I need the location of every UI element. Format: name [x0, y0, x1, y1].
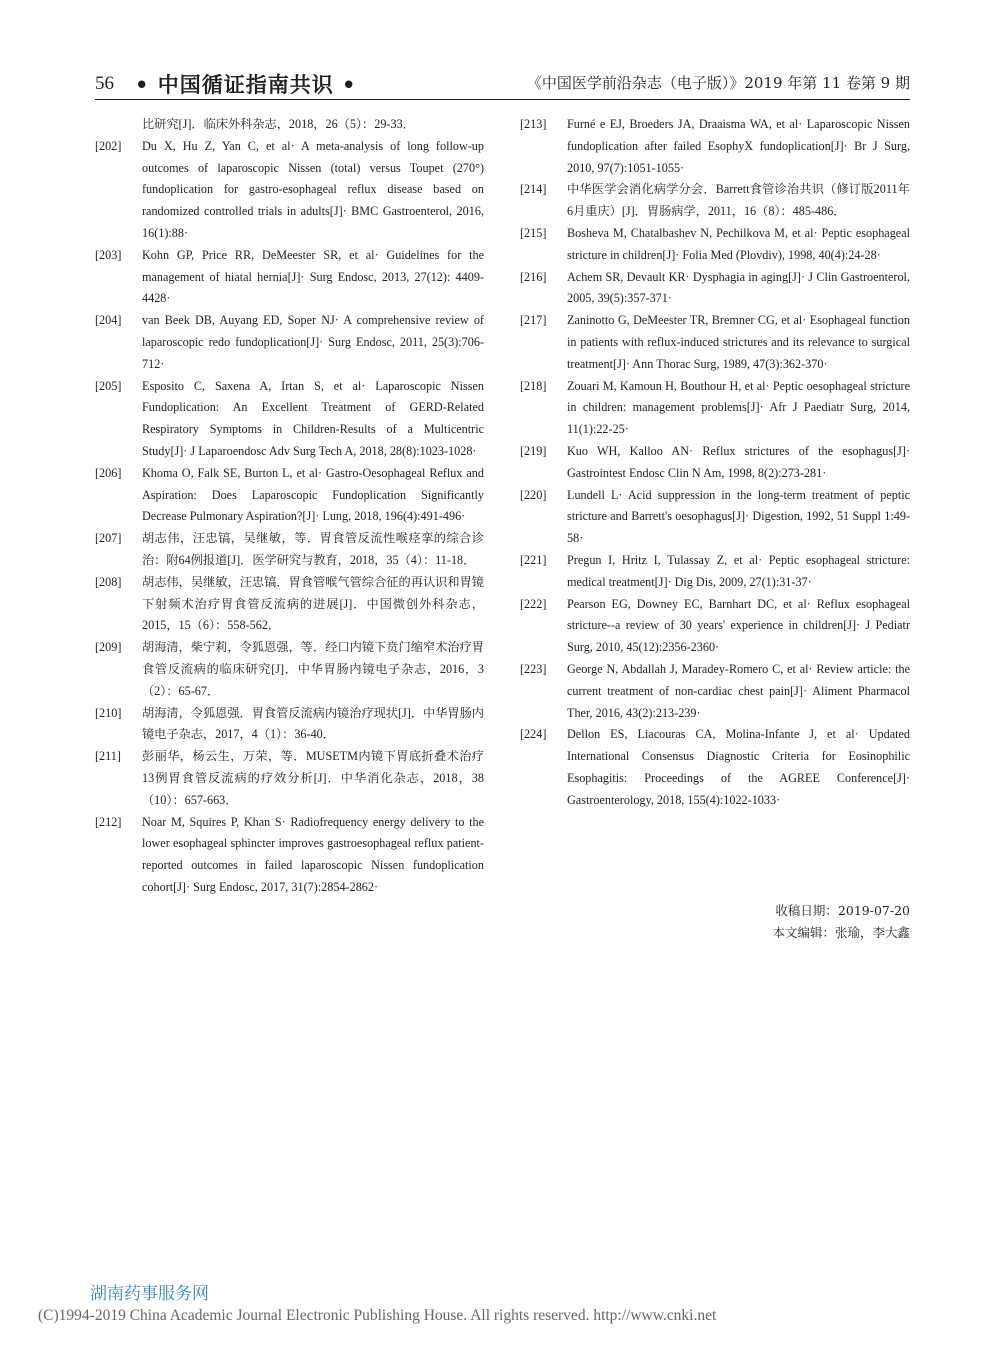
reference-text: 中华医学会消化病学分会．Barrett食管诊治共识（修订版2011年6月重庆）[J]．胃肠病学，2011，16（8）：485-486．	[567, 182, 910, 219]
reference-number: [209]	[95, 640, 122, 655]
reference-text: Lundell L· Acid suppression in the long-term treatment of peptic stricture and Barrett's oesophagus[J]· Digestion, 1992, 51 Suppl 1:49-58·	[567, 487, 910, 546]
page-number: 56	[95, 73, 114, 94]
reference-item	[95, 528, 484, 572]
reference-number: [210]	[95, 705, 122, 720]
reference-text: Du X, Hu Z, Yan C, et al· A meta-analysis of long follow-up outcomes of laparoscopic Nissen (total) versus Toupet (270°) fundoplication for gastro-esophageal reflux disease based on randomized controlled trials in adults[J]· BMC Gastroenterol, 2016, 16(1):88·	[142, 138, 484, 240]
reference-item	[520, 724, 910, 811]
reference-number: [207]	[95, 531, 122, 546]
reference-item	[95, 310, 484, 375]
copyright-line: (C)1994-2019 China Academic Journal Electronic Publishing House. All rights reserved. http://www.cnki.net	[38, 1307, 717, 1324]
reference-item	[520, 594, 910, 659]
reference-text: Furné e EJ, Broeders JA, Draaisma WA, et al· Laparoscopic Nissen fundoplication after failed EsophyX fundoplication[J]· Br J Surg, 2010, 97(7):1051-1055·	[567, 117, 910, 175]
reference-item	[520, 179, 910, 223]
reference-text: Kuo WH, Kalloo AN· Reflux strictures of the esophagus[J]· Gastrointest Endosc Clin N Am, 1998, 8(2):273-281·	[567, 443, 910, 480]
reference-item	[520, 659, 910, 724]
watermark-text: 湖南药事服务网	[90, 1284, 209, 1304]
received-date: 收稿日期：2019-07-20	[775, 903, 910, 918]
reference-item	[95, 812, 484, 899]
reference-number: [223]	[520, 661, 547, 676]
reference-number: [203]	[95, 247, 122, 262]
reference-number: [214]	[520, 182, 547, 197]
reference-text: 胡志伟，汪忠镐，吴继敏，等．胃食管反流性喉痉挛的综合诊治：附64例报道[J]．医学研究与教育，2018，35（4）：11-18．	[142, 531, 484, 567]
reference-number: [220]	[520, 487, 547, 502]
reference-item	[95, 114, 484, 136]
reference-number: [205]	[95, 378, 122, 393]
reference-number: [211]	[95, 749, 121, 764]
reference-number: [204]	[95, 313, 122, 328]
reference-item	[95, 637, 484, 702]
reference-item	[95, 136, 484, 245]
journal-name: 《中国医学前沿杂志（电子版）》2019 年第 11 卷第 9 期	[526, 74, 910, 92]
reference-item	[520, 310, 910, 375]
reference-text: 胡海清，柴宁莉，令狐恩强，等．经口内镜下贲门缩窄术治疗胃食管反流病的临床研究[J]．中华胃肠内镜电子杂志，2016，3（2）：65-67．	[142, 640, 484, 698]
reference-text: Khoma O, Falk SE, Burton L, et al· Gastro-Oesophageal Reflux and Aspiration: Does Laparoscopic Fundoplication Significantly Decrease Pulmonary Aspiration?[J]· Lung, 2018, 196(4):491-496·	[142, 465, 484, 524]
reference-number: [217]	[520, 313, 547, 328]
reference-text: 胡志伟，吴继敏，汪忠镐．胃食管喉气管综合征的再认识和胃镜下射频术治疗胃食管反流病的进展[J]．中国微创外科杂志，2015，15（6）：558-562．	[142, 574, 484, 633]
reference-number: [216]	[520, 269, 547, 284]
reference-text: Kohn GP, Price RR, DeMeester SR, et al· Guidelines for the management of hiatal hernia[J]· Surg Endosc, 2013, 27(12): 4409-4428·	[142, 247, 484, 306]
article-meta	[772, 900, 910, 944]
reference-text: Achem SR, Devault KR· Dysphagia in aging[J]· J Clin Gastroenterol, 2005, 39(5):357-371·	[567, 269, 910, 306]
reference-text: George N, Abdallah J, Maradey-Romero C, et al· Review article: the current treatment of non-cardiac chest pain[J]· Aliment Pharmacol Ther, 2016, 43(2):213-239·	[567, 661, 910, 720]
reference-number: [206]	[95, 465, 122, 480]
reference-text: Esposito C, Saxena A, Irtan S, et al· Laparoscopic Nissen Fundoplication: An Excellent Treatment of GERD-Related Respiratory Symptoms in Children-Results of a Multicentric Study[J]· J Laparoendosc Adv Surg Tech A, 2018, 28(8):1023-1028·	[142, 378, 484, 458]
reference-number: [215]	[520, 225, 547, 240]
reference-text: Pearson EG, Downey EC, Barnhart DC, et al· Reflux esophageal stricture--a review of 30 years' experience in children[J]· J Pediatr Surg, 2010, 45(12):2356-2360·	[567, 596, 910, 655]
reference-number: [202]	[95, 138, 122, 153]
reference-number: [218]	[520, 378, 547, 393]
reference-number: [213]	[520, 117, 547, 131]
reference-number: [212]	[95, 814, 122, 829]
reference-text: Dellon ES, Liacouras CA, Molina-Infante J, et al· Updated International Consensus Diagnostic Criteria for Eosinophilic Esophagitis: Proceedings of the AGREE Conference[J]· Gastroenterology, 2018, 155(4):1022-1033·	[567, 727, 910, 807]
reference-text: 胡海清，令狐恩强．胃食管反流病内镜治疗现状[J]．中华胃肠内镜电子杂志，2017，4（1）：36-40．	[142, 705, 484, 742]
reference-number: [221]	[520, 552, 547, 567]
reference-text: Zaninotto G, DeMeester TR, Bremner CG, et al· Esophageal function in patients with reflux-induced strictures and its relevance to surgical treatment[J]· Ann Thorac Surg, 1989, 47(3):362-370·	[567, 313, 910, 371]
references-left-column	[95, 114, 484, 899]
reference-text: Bosheva M, Chatalbashev N, Pechilkova M, et al· Peptic esophageal stricture in children[J]· Folia Med (Plovdiv), 1998, 40(4):24-28·	[567, 225, 910, 262]
reference-item	[95, 376, 484, 463]
section-title: • 中国循证指南共识 •	[135, 73, 357, 97]
reference-text: Noar M, Squires P, Khan S· Radiofrequency energy delivery to the lower esophageal sphincter improves gastroesophageal reflux patient-reported outcomes in failed laparoscopic Nissen fundoplication cohort[J]· Surg Endosc, 2017, 31(7):2854-2862·	[142, 814, 484, 894]
reference-item	[520, 485, 910, 550]
reference-item	[95, 572, 484, 637]
reference-item	[520, 441, 910, 485]
reference-item	[520, 267, 910, 311]
editors: 本文编辑：张瑜，李大鑫	[772, 925, 910, 940]
reference-item	[520, 114, 910, 179]
reference-number: [208]	[95, 574, 122, 589]
reference-item	[520, 223, 910, 267]
reference-item	[95, 703, 484, 747]
reference-text: Pregun I, Hritz I, Tulassay Z, et al· Peptic esophageal stricture: medical treatment[J]· Dig Dis, 2009, 27(1):31-37·	[567, 552, 910, 589]
page-header	[95, 66, 910, 100]
reference-text: 彭丽华，杨云生，万荣，等．MUSETM内镜下胃底折叠术治疗13例胃食管反流病的疗效分析[J]．中华消化杂志，2018，38（10）：657-663．	[142, 749, 484, 807]
reference-number: [224]	[520, 727, 547, 742]
header-rule	[95, 99, 910, 100]
reference-text: 比研究[J]．临床外科杂志，2018，26（5）：29-33．	[142, 117, 415, 131]
reference-item	[95, 746, 484, 811]
reference-number: [219]	[520, 443, 547, 458]
reference-number: [222]	[520, 596, 547, 611]
reference-item	[95, 463, 484, 528]
reference-item	[520, 550, 910, 594]
references-right-column	[520, 114, 910, 812]
reference-item	[520, 376, 910, 441]
reference-text: Zouari M, Kamoun H, Bouthour H, et al· Peptic oesophageal stricture in children: management problems[J]· Afr J Paediatr Surg, 2014, 11(1):22-25·	[567, 378, 910, 437]
reference-item	[95, 245, 484, 310]
reference-text: van Beek DB, Auyang ED, Soper NJ· A comprehensive review of laparoscopic redo fundoplication[J]· Surg Endosc, 2011, 25(3):706-712·	[142, 313, 484, 371]
